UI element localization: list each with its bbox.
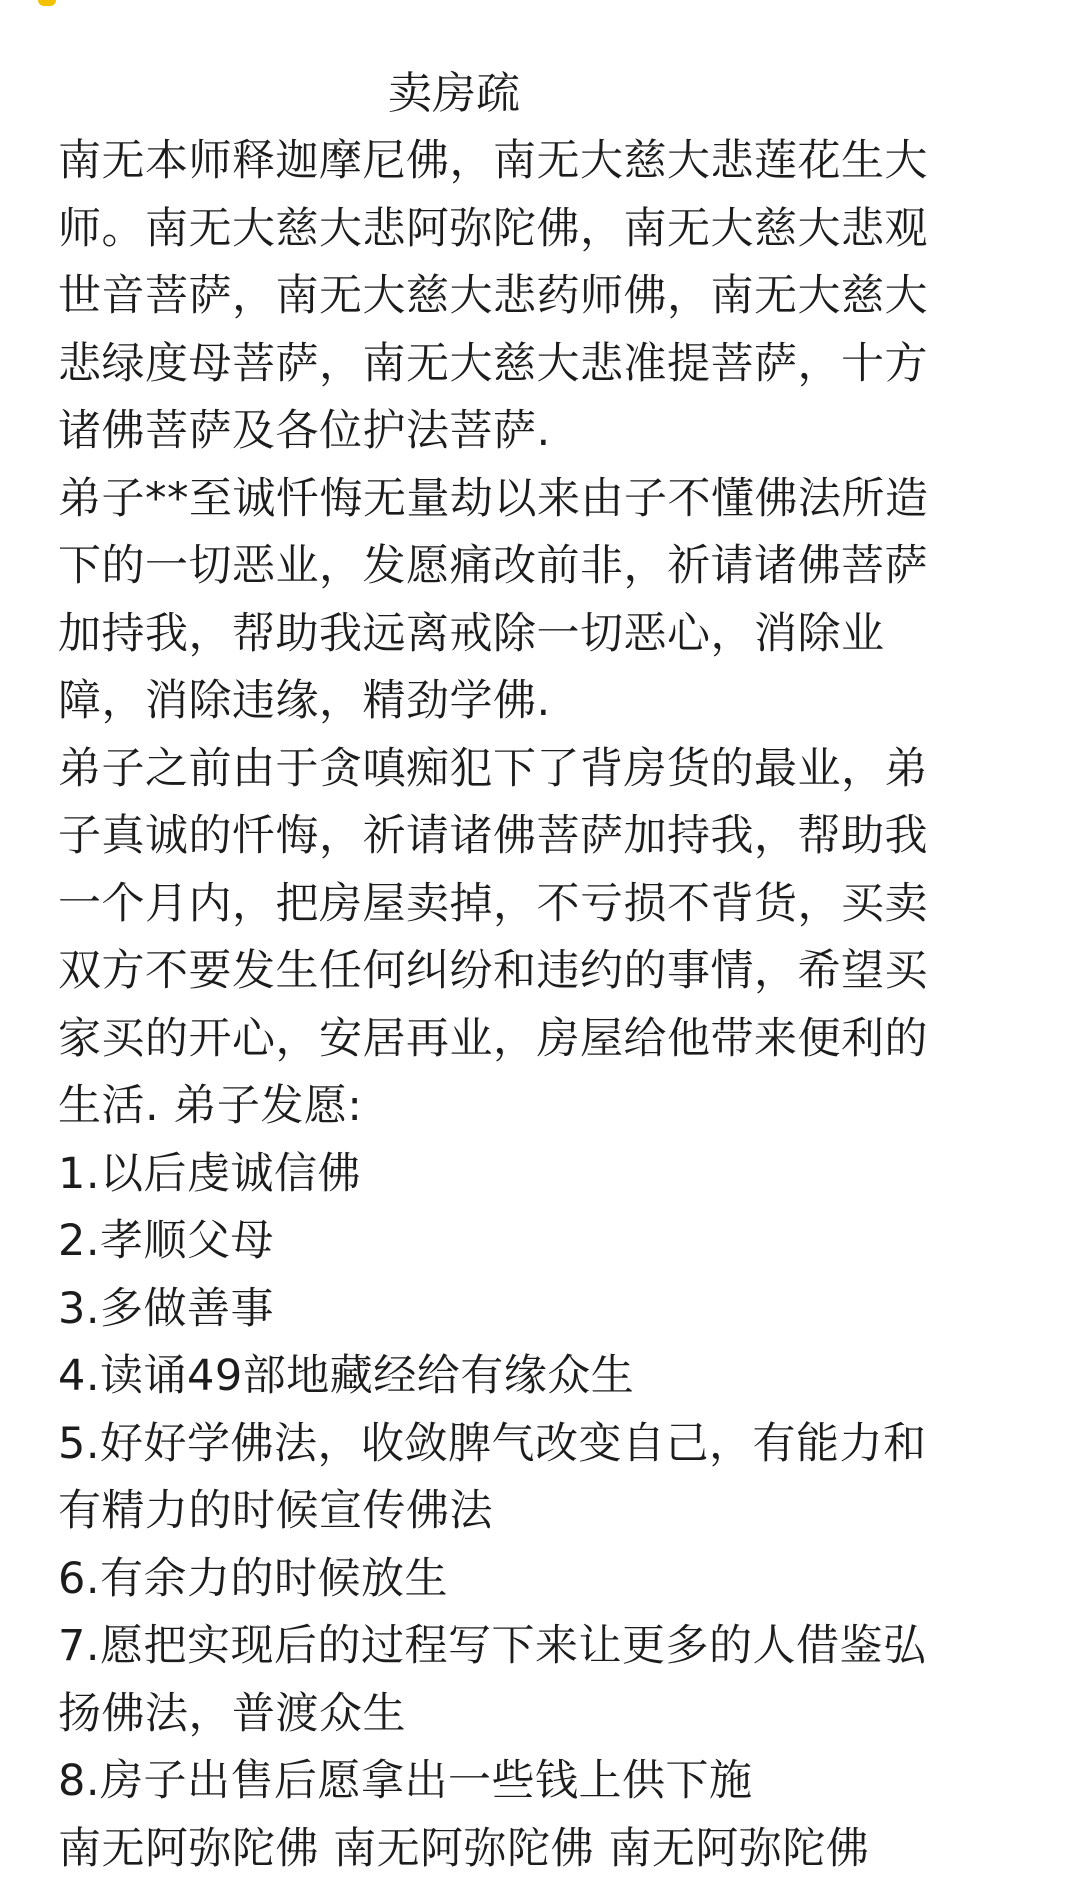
text-line: 生活. 弟子发愿: xyxy=(58,1081,363,1131)
vow-item: 1.以后虔诚信佛 xyxy=(58,1148,362,1199)
text-line: 世音菩萨，南无大慈大悲药师佛，南无大慈大 xyxy=(58,271,928,321)
vow-item: 5.好好学佛法，收敛脾气改变自己，有能力和 xyxy=(58,1418,927,1469)
vow-item: 扬佛法，普渡众生 xyxy=(58,1688,406,1739)
text-line: 弟子**至诚忏悔无量劫以来由子不懂佛法所造 xyxy=(58,473,929,524)
text-line: 障，消除违缘，精劲学佛. xyxy=(58,676,551,726)
text-line: 弟子之前由于贪嗔痴犯下了背房货的最业，弟 xyxy=(58,743,928,794)
corner-marker-icon xyxy=(38,0,56,6)
text-line: 双方不要发生任何纠纷和违约的事情，希望买 xyxy=(58,946,928,996)
vow-item: 6.有余力的时候放生 xyxy=(58,1553,449,1604)
vow-item: 4.读诵49部地藏经给有缘众生 xyxy=(58,1351,635,1401)
text-line: 下的一切恶业，发愿痛改前非，祈请诸佛菩萨 xyxy=(58,541,928,591)
text-line: 加持我，帮助我远离戒除一切恶心，消除业 xyxy=(58,608,885,659)
text-line: 家买的开心，安居再业，房屋给他带来便利的 xyxy=(58,1013,928,1064)
document-body xyxy=(58,60,1038,1883)
vow-item: 2.孝顺父母 xyxy=(58,1216,275,1266)
closing-line: 南无阿弥陀佛 南无阿弥陀佛 南无阿弥陀佛 xyxy=(58,1823,870,1874)
text-line: 一个月内，把房屋卖掉，不亏损不背货，买卖 xyxy=(58,878,928,929)
document-title: 卖房疏 xyxy=(388,68,520,119)
text-line: 子真诚的忏悔，祈请诸佛菩萨加持我，帮助我 xyxy=(58,811,928,861)
vow-item: 有精力的时候宣传佛法 xyxy=(58,1486,493,1536)
text-line: 诸佛菩萨及各位护法菩萨. xyxy=(58,406,551,456)
text-line: 悲绿度母菩萨，南无大慈大悲准提菩萨，十方 xyxy=(58,338,928,389)
text-line: 师。南无大慈大悲阿弥陀佛，南无大慈大悲观 xyxy=(58,203,928,254)
vow-item: 7.愿把实现后的过程写下来让更多的人借鉴弘 xyxy=(58,1621,927,1671)
vow-item: 8.房子出售后愿拿出一些钱上供下施 xyxy=(58,1756,753,1806)
vow-item: 3.多做善事 xyxy=(58,1283,275,1334)
text-line: 南无本师释迦摩尼佛，南无大慈大悲莲花生大 xyxy=(58,136,928,186)
